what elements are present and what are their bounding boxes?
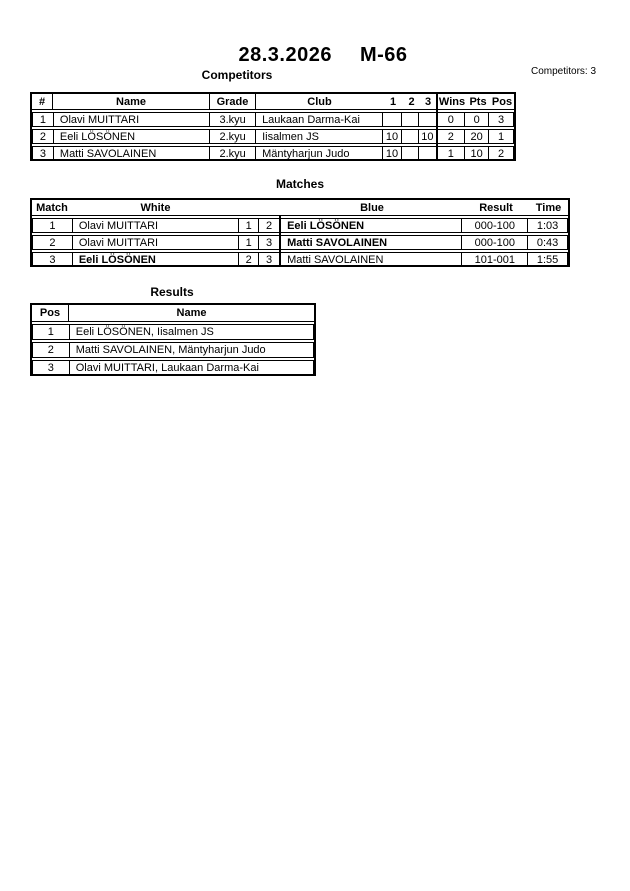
result-position: 1 xyxy=(33,325,70,339)
blue-player: Matti SAVOLAINEN xyxy=(281,236,462,249)
match-row xyxy=(32,218,568,233)
match-number: 2 xyxy=(33,236,73,249)
competitor-pos: 1 xyxy=(498,130,505,143)
competitor-row xyxy=(32,112,514,127)
header-result: Result xyxy=(479,201,513,214)
score-vs-1 xyxy=(383,113,403,126)
competitor-grade: 2.kyu xyxy=(210,130,256,143)
results-header-row xyxy=(32,305,314,322)
header-pts: Pts xyxy=(469,95,487,108)
match-number: 1 xyxy=(33,219,73,232)
score-vs-2 xyxy=(402,130,419,143)
header-match: Match xyxy=(36,201,68,214)
matches-section-title: Matches xyxy=(275,177,325,191)
blue-player-number: 3 xyxy=(266,236,273,249)
results-table xyxy=(30,303,316,376)
competitor-grade: 3.kyu xyxy=(210,113,256,126)
page-title xyxy=(8,44,630,67)
header-time: Time xyxy=(535,201,562,214)
match-result: 000-100 xyxy=(462,219,528,232)
header-match2: 2 xyxy=(408,95,415,108)
white-player: Eeli LÖSÖNEN xyxy=(73,253,239,266)
match-row xyxy=(32,252,568,267)
header-number: # xyxy=(32,94,53,109)
competitor-grade: 2.kyu xyxy=(210,147,256,160)
competitor-wins: 2 xyxy=(437,130,465,143)
header-blue: Blue xyxy=(360,201,384,214)
header-white: White xyxy=(140,201,171,214)
result-row xyxy=(32,360,314,376)
white-blue-separator xyxy=(279,216,281,265)
event-date: 28.3.2026 xyxy=(238,44,332,66)
competitor-name: Eeli LÖSÖNEN xyxy=(54,130,210,143)
competitor-club: Mäntyharjun Judo xyxy=(256,147,382,160)
competitor-name: Olavi MUITTARI xyxy=(54,113,210,126)
result-row xyxy=(32,324,314,340)
score-vs-3 xyxy=(419,113,435,126)
match-time: 1:03 xyxy=(536,219,559,232)
white-player-number: 1 xyxy=(239,236,259,249)
competitor-pts: 0 xyxy=(465,113,489,126)
score-vs-2 xyxy=(402,113,419,126)
competitor-club: Iisalmen JS xyxy=(256,130,382,143)
header-pos: Pos xyxy=(32,305,69,321)
result-row xyxy=(32,342,314,358)
competitors-section-title: Competitors xyxy=(201,68,273,82)
competitor-number: 2 xyxy=(33,130,54,143)
blue-player: Matti SAVOLAINEN xyxy=(281,253,462,266)
header-name: Name xyxy=(176,307,207,319)
competitor-name: Matti SAVOLAINEN xyxy=(54,147,210,160)
results-section-title: Results xyxy=(150,285,194,299)
result-name: Matti SAVOLAINEN, Mäntyharjun Judo xyxy=(75,344,266,356)
match-time: 0:43 xyxy=(536,236,559,249)
competitor-row xyxy=(32,129,514,144)
white-player-number: 1 xyxy=(239,219,259,232)
white-player: Olavi MUITTARI xyxy=(73,236,239,249)
result-name: Eeli LÖSÖNEN, Iisalmen JS xyxy=(75,326,214,338)
matches-header-row xyxy=(32,200,568,216)
header-blue-number xyxy=(259,200,279,215)
header-white-number xyxy=(239,200,259,215)
match-result: 000-100 xyxy=(462,236,528,249)
match-result: 101-001 xyxy=(462,253,528,266)
result-position: 2 xyxy=(33,343,70,357)
header-wins: Wins xyxy=(438,95,466,108)
score-vs-1: 10 xyxy=(383,130,403,143)
header-name: Name xyxy=(53,94,210,109)
header-match3: 3 xyxy=(424,95,432,108)
competitor-wins: 0 xyxy=(437,113,465,126)
match-number: 3 xyxy=(33,253,73,266)
competitor-row xyxy=(32,146,514,161)
result-name: Olavi MUITTARI, Laukaan Darma-Kai xyxy=(75,362,259,374)
competitor-pos: 2 xyxy=(498,147,505,160)
competitors-header-row xyxy=(32,94,514,110)
competitor-pts: 20 xyxy=(465,130,489,143)
header-club: Club xyxy=(307,95,332,108)
score-vs-3 xyxy=(419,147,435,160)
competitor-pts: 10 xyxy=(465,147,489,160)
white-player-number: 2 xyxy=(239,253,259,266)
matches-table xyxy=(30,198,570,267)
blue-player-number: 3 xyxy=(266,253,273,266)
competitor-number: 3 xyxy=(33,147,54,160)
white-player: Olavi MUITTARI xyxy=(73,219,239,232)
weight-category: M-66 xyxy=(359,44,408,66)
header-match1: 1 xyxy=(389,95,397,108)
blue-player: Eeli LÖSÖNEN xyxy=(281,219,462,232)
score-vs-2 xyxy=(402,147,419,160)
competitor-pos: 3 xyxy=(498,113,505,126)
competitor-number: 1 xyxy=(33,113,54,126)
score-vs-3: 10 xyxy=(421,130,434,143)
competitor-wins: 1 xyxy=(437,147,465,160)
score-vs-1: 10 xyxy=(383,147,403,160)
blue-player-number: 2 xyxy=(266,219,273,232)
score-block-separator xyxy=(436,94,438,159)
header-grade: Grade xyxy=(210,94,256,109)
competitors-table xyxy=(30,92,516,161)
match-time: 1:55 xyxy=(536,253,559,266)
competitor-club: Laukaan Darma-Kai xyxy=(256,113,382,126)
header-pos: Pos xyxy=(491,95,513,108)
match-row xyxy=(32,235,568,250)
result-position: 3 xyxy=(33,361,70,375)
competitors-count: Competitors: 3 xyxy=(531,66,597,77)
